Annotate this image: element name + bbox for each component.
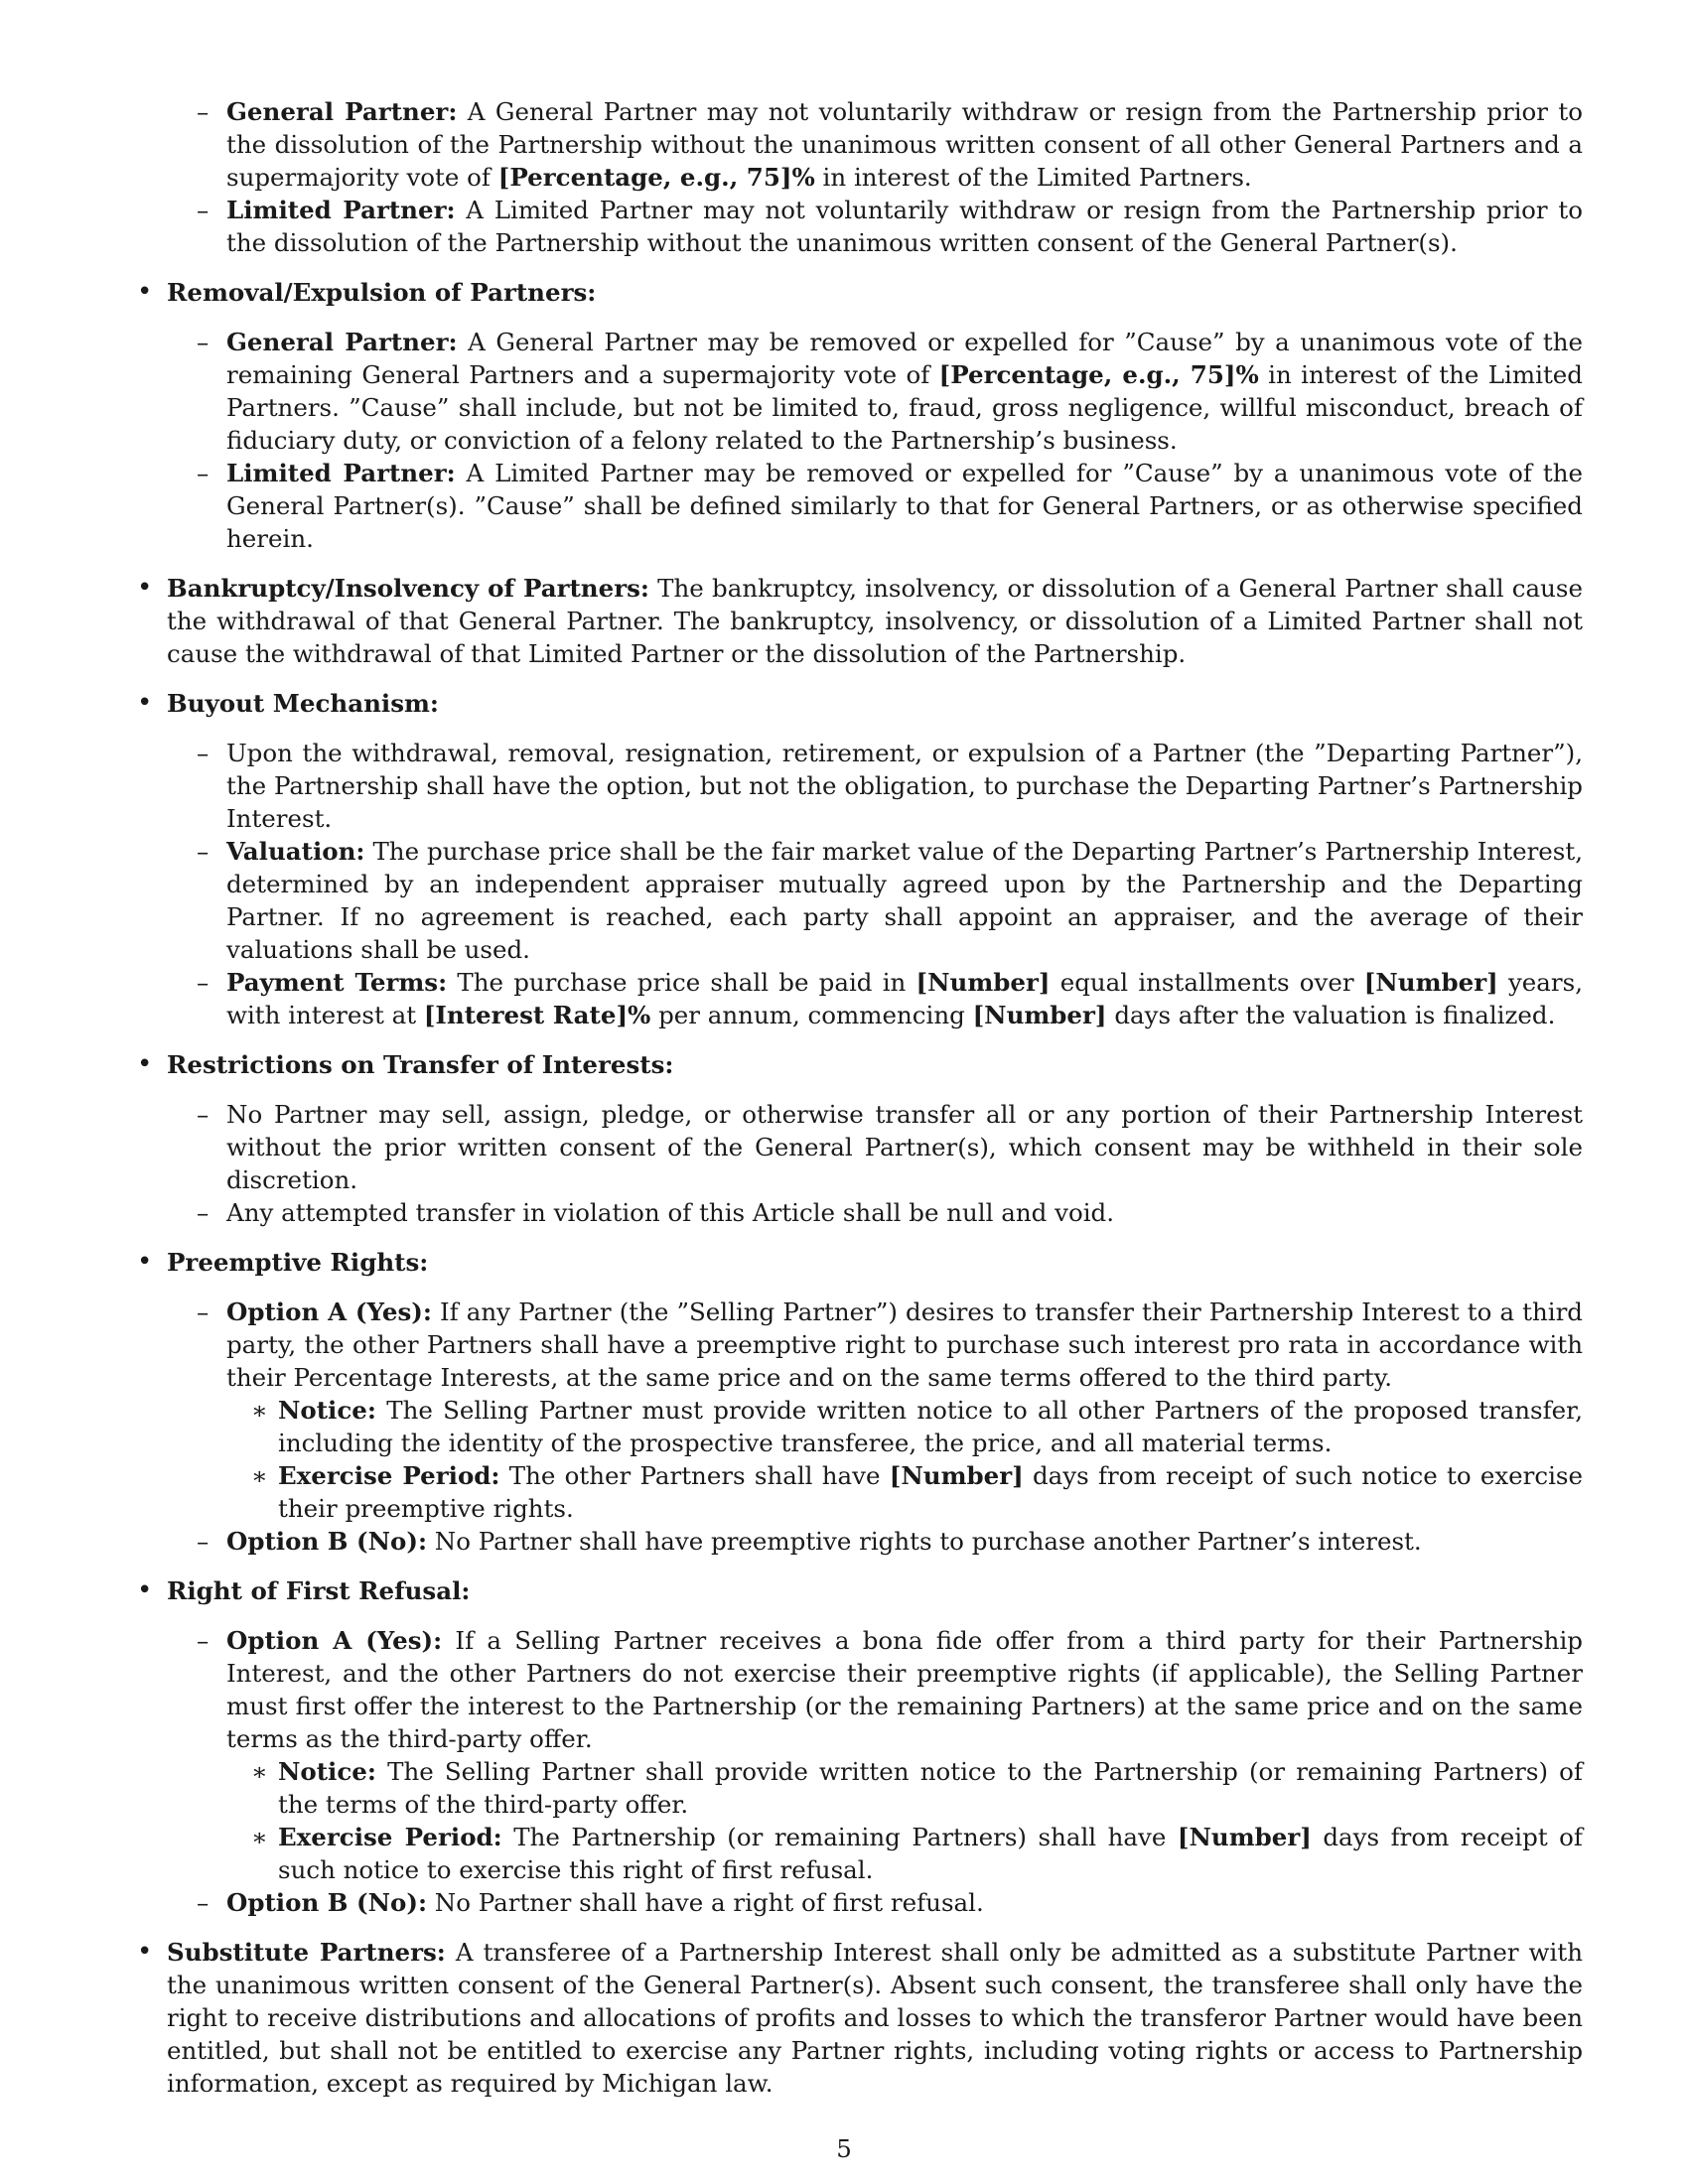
sub-sub-item-label: Notice: [278, 1757, 376, 1786]
sub-item-text: The purchase price shall be the fair market value of the Departing Partner’s Partnership Interest, determined by an independent appraiser mutually agreed upon by the Partnership and the Departing Partner. If no agreement is reached, each party shall appoint an appraiser, and the average of their valuations shall be used. [226, 837, 1583, 964]
sub-item-text: Any attempted transfer in violation of this Article shall be null and void. [226, 1198, 1114, 1227]
provisions-list [167, 95, 1583, 2116]
sub-item [226, 326, 1583, 457]
sub-item-text: in interest of the Limited Partners. ”Cause” shall include, but not be limited to, fraud, gross negligence, willful misconduct, breach of fiduciary duty, or conviction of a felony related to the Partnership’s business. [226, 360, 1583, 455]
sub-sub-item [278, 1459, 1583, 1525]
placeholder-field: [Number] [972, 1001, 1107, 1029]
sub-item-label: Option B (No): [226, 1527, 427, 1556]
sub-item-text: A Limited Partner may be removed or expelled for ”Cause” by a unanimous vote of the General Partner(s). ”Cause” shall be defined similarly to that for General Partners, or as otherwise specified herein. [226, 459, 1584, 553]
sub-item [226, 1624, 1583, 1886]
preemptive-rights-item [167, 1246, 1583, 1558]
placeholder-field: [Percentage, e.g., 75]% [497, 163, 815, 192]
item-text: A transferee of a Partnership Interest shall only be admitted as a substitute Partner with the unanimous written consent of the General Partner(s). Absent such consent, the transferee shall only have the right to receive distributions and allocations of profits and losses to which the transferor Partner would have been entitled, but shall not be entitled to exercise any Partner rights, including voting rights or access to Partnership information, except as required by Michigan law. [167, 1938, 1583, 2098]
sub-list [167, 326, 1583, 555]
item-text: The bankruptcy, insolvency, or dissolution of a General Partner shall cause the withdrawal of that General Partner. The bankruptcy, insolvency, or dissolution of a Limited Partner shall not cause the withdrawal of that Limited Partner or the dissolution of the Partnership. [167, 574, 1583, 668]
sub-item-text: in interest of the Limited Partners. [814, 163, 1252, 192]
item-heading: Substitute Partners: [167, 1938, 446, 1967]
sub-item-label: Limited Partner: [226, 196, 456, 224]
sub-sub-item-text: The other Partners shall have [499, 1461, 890, 1490]
item-heading: Restrictions on Transfer of Interests: [167, 1050, 674, 1079]
placeholder-field: [Number] [1363, 968, 1498, 997]
sub-item-text: per annum, commencing [650, 1001, 973, 1029]
sub-item-text: No Partner may sell, assign, pledge, or otherwise transfer all or any portion of their Partnership Interest without the prior written consent of the General Partner(s), which consent may be withheld in their sole discretion. [226, 1100, 1583, 1194]
sub-item-label: Payment Terms: [226, 968, 448, 997]
placeholder-field: [Percentage, e.g., 75]% [938, 360, 1259, 389]
sub-item [226, 95, 1583, 194]
sub-item-label: Option A (Yes): [226, 1297, 432, 1326]
placeholder-field: [Interest Rate]% [423, 1001, 651, 1029]
sub-item [226, 1296, 1583, 1525]
sub-item-text: equal installments over [1050, 968, 1364, 997]
sub-list [167, 1624, 1583, 1919]
sub-item [226, 194, 1583, 259]
sub-item-text: The purchase price shall be paid in [447, 968, 916, 997]
placeholder-field: [Number] [1177, 1823, 1312, 1851]
sub-sub-item-text: The Partnership (or remaining Partners) shall have [501, 1823, 1178, 1851]
sub-item-label: General Partner: [226, 97, 458, 126]
sub-item-label: Limited Partner: [226, 459, 456, 487]
sub-item [226, 457, 1583, 555]
sub-item-text: No Partner shall have preemptive rights to purchase another Partner’s interest. [426, 1527, 1422, 1556]
sub-item-label: General Partner: [226, 328, 458, 356]
sub-sub-item-text: days from receipt of such notice to exercise their preemptive rights. [278, 1461, 1584, 1523]
sub-item [226, 1525, 1583, 1558]
sub-item [226, 966, 1583, 1031]
sub-item-text: A General Partner may be removed or expelled for ”Cause” by a unanimous vote of the remaining General Partners and a supermajority vote of [226, 328, 1584, 389]
sub-sub-item [278, 1394, 1583, 1459]
page-number: 5 [836, 2134, 852, 2163]
withdrawal-continuation [167, 95, 1583, 259]
sub-item [226, 1196, 1583, 1229]
sub-item-text: years, with interest at [226, 968, 1583, 1029]
sub-item-text: Upon the withdrawal, removal, resignation, retirement, or expulsion of a Partner (the ”Departing Partner”), the Partnership shall have the option, but not the obligation, to purchase the Departing Partner’s Partnership Interest. [226, 739, 1583, 833]
placeholder-field: [Number] [889, 1461, 1024, 1490]
removal-expulsion-item [167, 276, 1583, 555]
item-heading: Preemptive Rights: [167, 1248, 429, 1277]
sub-item [226, 835, 1583, 966]
sub-item-text: If a Selling Partner receives a bona fide offer from a third party for their Partnership Interest, and the other Partners do not exercise their preemptive rights (if applicable), the Selling Partner must first offer the interest to the Partnership (or the remaining Partners) at the same price and on the same terms as the third-party offer. [226, 1626, 1583, 1753]
item-heading: Buyout Mechanism: [167, 689, 439, 718]
sub-item-label: Valuation: [226, 837, 365, 866]
sub-item [226, 1098, 1583, 1196]
sub-item-text: If any Partner (the ”Selling Partner”) desires to transfer their Partnership Interest to a third party, the other Partners shall have a preemptive right to purchase such interest pro rata in accordance with their Percentage Interests, at the same price and on the same terms offered to the third party. [226, 1297, 1583, 1392]
sub-sub-list [226, 1755, 1583, 1886]
item-heading: Removal/Expulsion of Partners: [167, 278, 597, 307]
sub-sub-item-text: days from receipt of such notice to exercise this right of first refusal. [278, 1823, 1584, 1884]
sub-item-label: Option B (No): [226, 1888, 427, 1917]
item-heading: Right of First Refusal: [167, 1576, 471, 1605]
sub-item [226, 1886, 1583, 1919]
placeholder-field: [Number] [915, 968, 1051, 997]
bankruptcy-insolvency-item [167, 572, 1583, 670]
sub-sub-item-text: The Selling Partner must provide written notice to all other Partners of the proposed transfer, including the identity of the prospective transferee, the price, and all material terms. [278, 1396, 1583, 1457]
buyout-mechanism-item [167, 687, 1583, 1031]
sub-list [167, 95, 1583, 259]
transfer-restrictions-item [167, 1048, 1583, 1229]
sub-sub-item-label: Exercise Period: [278, 1823, 502, 1851]
right-of-first-refusal-item [167, 1574, 1583, 1919]
sub-item-label: Option A (Yes): [226, 1626, 443, 1655]
sub-sub-item [278, 1755, 1583, 1821]
sub-sub-item-label: Exercise Period: [278, 1461, 500, 1490]
sub-sub-list [226, 1394, 1583, 1525]
sub-item [226, 737, 1583, 835]
item-heading: Bankruptcy/Insolvency of Partners: [167, 574, 649, 603]
substitute-partners-item [167, 1936, 1583, 2100]
sub-list [167, 1296, 1583, 1558]
sub-item-text: days after the valuation is finalized. [1106, 1001, 1556, 1029]
sub-sub-item-label: Notice: [278, 1396, 376, 1425]
sub-item-text: A Limited Partner may not voluntarily withdraw or resign from the Partnership prior to the dissolution of the Partnership without the unanimous written consent of the General Partner(s). [226, 196, 1583, 257]
sub-item-text: A General Partner may not voluntarily withdraw or resign from the Partnership prior to the dissolution of the Partnership without the unanimous written consent of all other General Partners and a supermajority vote of [226, 97, 1584, 192]
sub-sub-item [278, 1821, 1583, 1886]
sub-list [167, 737, 1583, 1031]
sub-list [167, 1098, 1583, 1229]
sub-sub-item-text: The Selling Partner shall provide written notice to the Partnership (or remaining Partners) of the terms of the third-party offer. [278, 1757, 1583, 1819]
sub-item-text: No Partner shall have a right of first refusal. [426, 1888, 984, 1917]
